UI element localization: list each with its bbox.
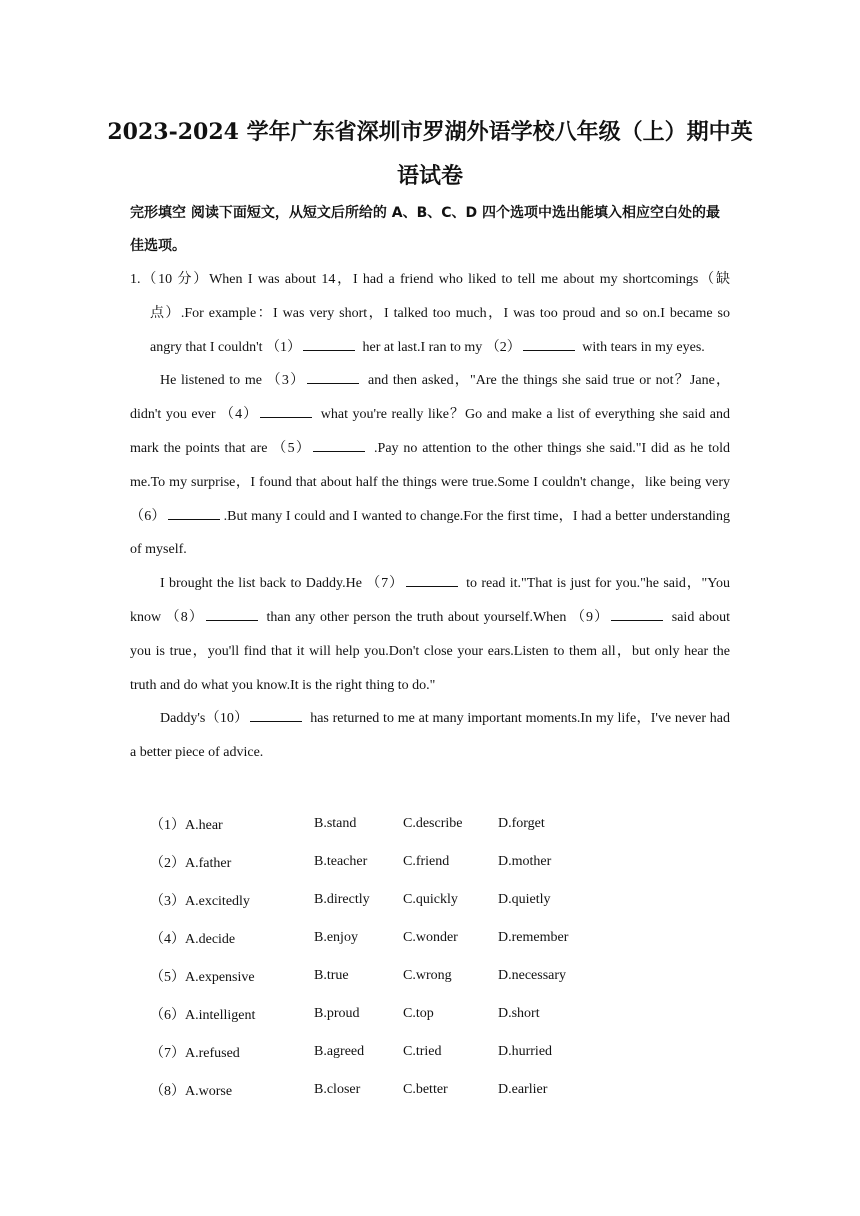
- paragraph-3: I brought the list back to Daddy.He （7） to read it."That is just for you."he said，"You know （8） than any other person the truth about yourself.When （9） said about you is true，you'll find that it will help you.Don't close your ears.Listen to them all，but only hear the truth and do what you know.It is the right thing to do.": [130, 567, 730, 702]
- option-d: D.mother: [498, 854, 552, 869]
- exam-title: [100, 110, 760, 198]
- option-b: B.closer: [314, 1082, 361, 1097]
- option-a: （5）A.expensive: [150, 970, 255, 985]
- option-c: C.tried: [403, 1044, 442, 1059]
- option-a: （3）A.excitedly: [150, 894, 250, 909]
- title-line-1: 2023-2024 学年广东省深圳市罗湖外语学校八年级（上）期中英: [107, 119, 753, 145]
- blank-3: [307, 369, 359, 384]
- option-a: （1）A.hear: [150, 818, 223, 833]
- option-b: B.proud: [314, 1006, 360, 1021]
- option-c: C.wonder: [403, 930, 458, 945]
- option-c: C.top: [403, 1006, 434, 1021]
- blank-2: [523, 336, 575, 351]
- title-line-2: 语试卷: [396, 163, 463, 189]
- paragraph-1: 1.（10 分）When I was about 14，I had a friend who liked to tell me about my shortcomings（缺点）.For example：I was very short，I talked too much，I was too proud and so on.I became so angry that I couldn't （1） her at last.I ran to my （2） with tears in my eyes.: [130, 272, 731, 355]
- blank-5: [313, 437, 365, 452]
- blank-9: [611, 606, 663, 621]
- option-a: （6）A.intelligent: [150, 1008, 256, 1023]
- option-c: C.wrong: [403, 968, 452, 983]
- option-d: D.earlier: [498, 1082, 548, 1097]
- option-row: [150, 881, 598, 919]
- option-b: B.enjoy: [314, 930, 358, 945]
- option-c: C.better: [403, 1082, 448, 1097]
- question-number: 1.: [130, 272, 141, 287]
- option-a: （7）A.refused: [150, 1046, 240, 1061]
- blank-7: [406, 572, 458, 587]
- cloze-passage: [130, 263, 730, 770]
- option-row: [150, 1033, 598, 1071]
- option-d: D.forget: [498, 816, 545, 831]
- option-a: （8）A.worse: [150, 1084, 233, 1099]
- option-row: [150, 805, 598, 843]
- option-d: D.remember: [498, 930, 569, 945]
- option-a: （2）A.father: [150, 856, 232, 871]
- option-b: B.agreed: [314, 1044, 365, 1059]
- option-b: B.true: [314, 968, 349, 983]
- blank-8: [206, 606, 258, 621]
- option-b: B.directly: [314, 892, 370, 907]
- answer-options: [150, 805, 598, 1109]
- option-row: [150, 1071, 598, 1109]
- option-d: D.hurried: [498, 1044, 553, 1059]
- paragraph-4: Daddy's（10） has returned to me at many important moments.In my life，I've never had a better piece of advice.: [130, 702, 730, 770]
- blank-1: [303, 336, 355, 351]
- option-c: C.friend: [403, 854, 450, 869]
- option-row: [150, 957, 598, 995]
- option-c: C.describe: [403, 816, 463, 831]
- option-d: D.necessary: [498, 968, 567, 983]
- option-row: [150, 843, 598, 881]
- option-row: [150, 919, 598, 957]
- question-points: （10 分）: [140, 272, 210, 287]
- paragraph-2: He listened to me （3） and then asked，"Are the things she said true or not？Jane，didn't you ever （4） what you're really like？Go and make a list of everything she said and mark the points that are （5） .Pay no attention to the other things she said."I did as he told me.To my surprise，I found that about half the things were true.Some I couldn't change，like being very （6） .But many I could and I wanted to change.For the first time，I had a better understanding of myself.: [130, 364, 730, 567]
- blank-6: [168, 505, 220, 520]
- blank-10: [250, 707, 302, 722]
- section-instruction: 完形填空 阅读下面短文，从短文后所给的 A、B、C、D 四个选项中选出能填入相应空白处的最佳选项。: [130, 205, 721, 254]
- option-d: D.quietly: [498, 892, 551, 907]
- option-a: （4）A.decide: [150, 932, 236, 947]
- option-b: B.stand: [314, 816, 357, 831]
- option-b: B.teacher: [314, 854, 368, 869]
- option-row: [150, 995, 598, 1033]
- blank-4: [260, 403, 312, 418]
- option-d: D.short: [498, 1006, 540, 1021]
- option-c: C.quickly: [403, 892, 458, 907]
